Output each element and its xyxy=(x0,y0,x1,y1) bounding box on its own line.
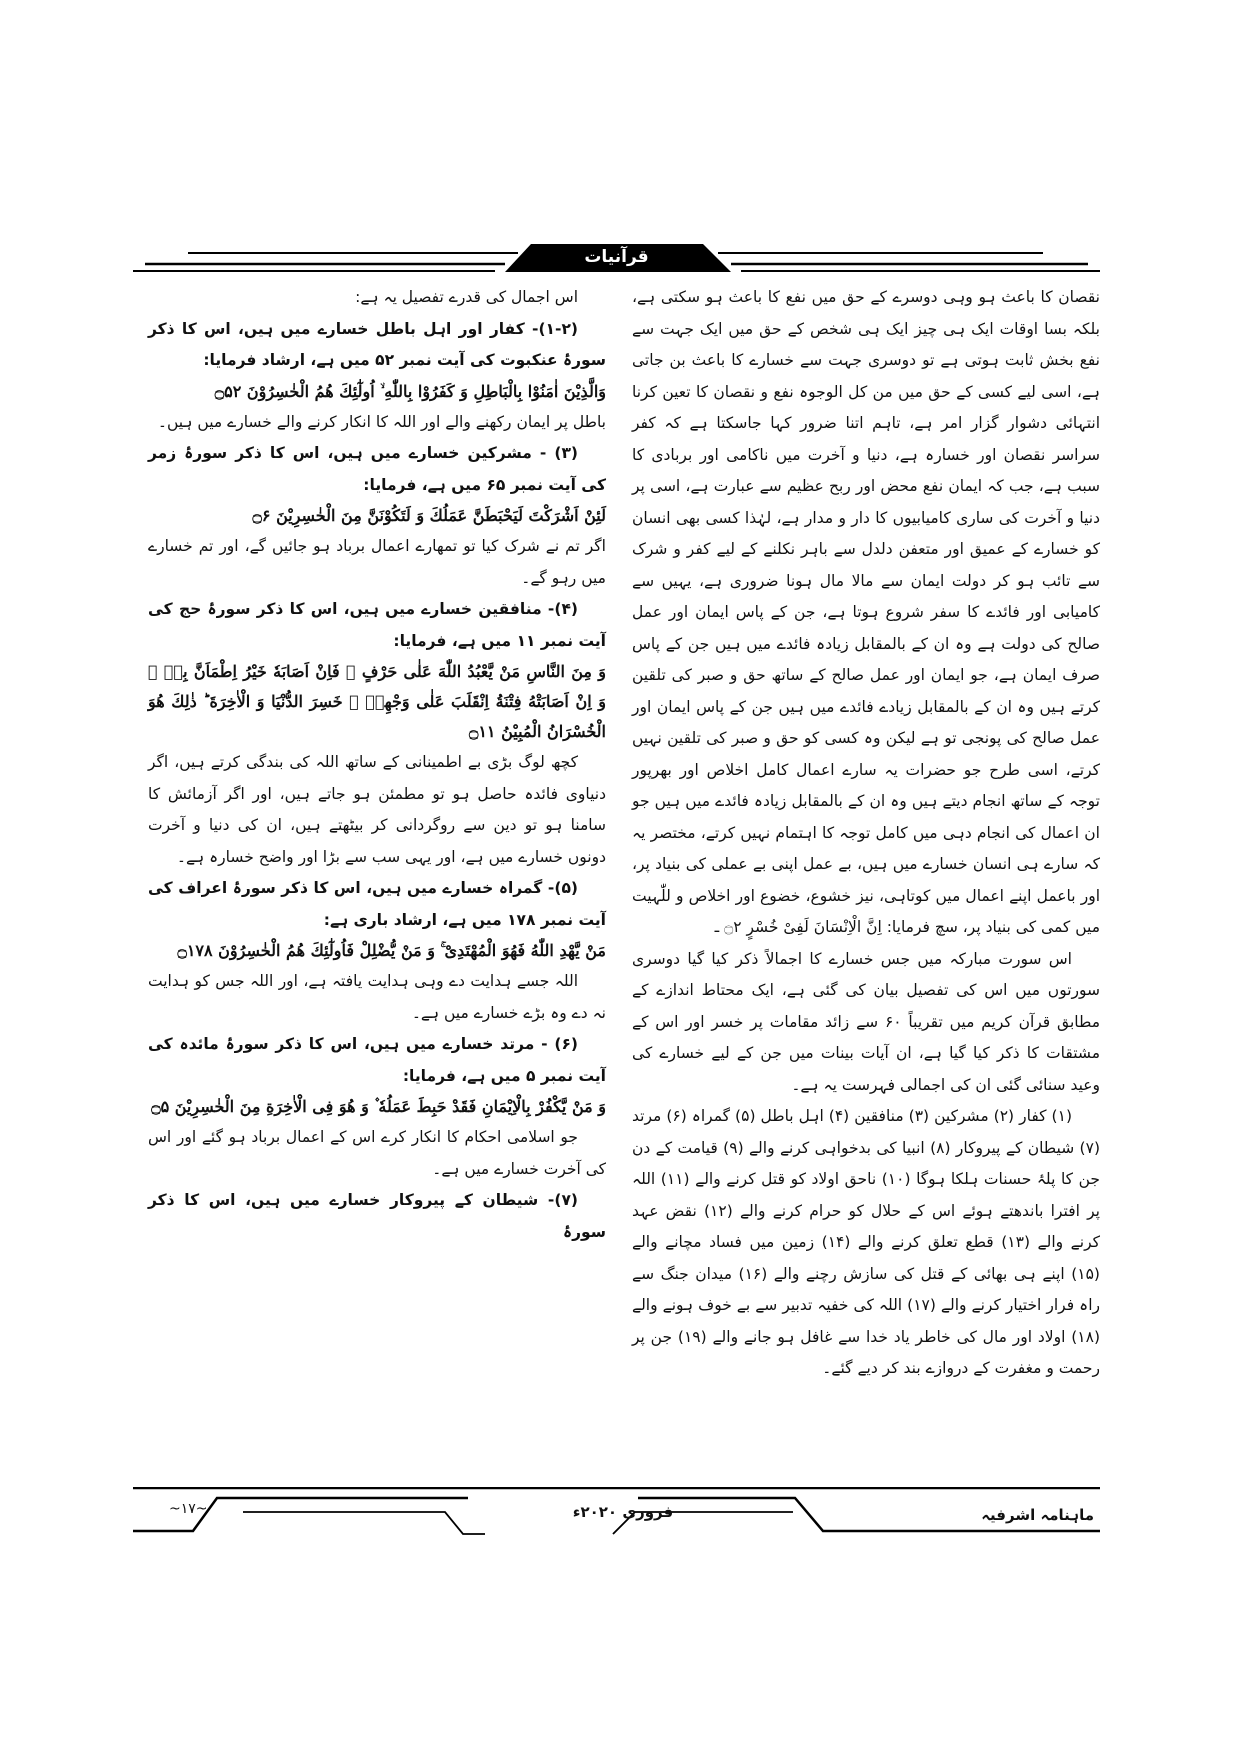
translation: کچھ لوگ بڑی بے اطمینانی کے ساتھ اللہ کی بندگی کرتے ہیں، اگر دنیاوی فائدہ حاصل ہو تو مطمئن ہو جاتے ہیں، اور اگر آزمائش کا سامنا ہو تو دین سے روگردانی کر بیٹھتے ہیں، ان کی دنیا و آخرت دونوں خسارے میں ہے، اور یہی سب سے بڑا اور واضح خسارہ ہے۔ xyxy=(148,753,606,866)
translation: اگر تم نے شرک کیا تو تمھارے اعمال برباد ہو جائیں گے، اور تم خسارے میں رہو گے۔ xyxy=(148,537,606,587)
paragraph: نقصان کا باعث ہو وہی دوسرے کے حق میں نفع کا باعث ہو سکتی ہے، بلکہ بسا اوقات ایک ہی چیز ایک ہی شخص کے حق میں ایک جہت سے نفع بخش ثابت ہوتی ہے تو دوسری جہت سے خسارے کا باعث بن جاتی ہے، اسی لیے کسی کے حق میں من کل الوجوہ نفع و نقصان کا تعین کرنا انتہائی دشوار گزار امر ہے، تاہم اتنا ضرور کہا جاسکتا ہے کہ کفر سراسر نقصان اور خسارہ ہے، دنیا و آخرت میں ناکامی اور بربادی کا سبب ہے، جب کہ ایمان نفع محض اور ربح عظیم سے عبارت ہے، اسی پر دنیا و آخرت کی ساری کامیابیوں کا دار و مدار ہے، لہٰذا کسی بھی انسان کو خسارے کے عمیق اور متعفن دلدل سے باہر نکلنے کے لیے کفر و شرک سے تائب ہو کر دولت ایمان سے مالا مال ہونا ضروری ہے، یہیں سے کامیابی اور فائدے کا سفر شروع ہوتا ہے، جن کے پاس ایمان اور عمل صالح کی دولت ہے وہ ان کے بالمقابل زیادہ فائدے میں ہیں جن کے پاس صرف ایمان ہے، جو ایمان اور عمل صالح کے ساتھ حق و صبر کی تلقین کرتے ہیں وہ ان کے بالمقابل زیادے فائدے میں ہیں جن کے پاس ایمان اور عمل صالح کی پونجی تو ہے لیکن وہ کسی کو حق و صبر کی تلقین نہیں کرتے، اسی طرح جو حضرات یہ سارے اعمال کامل اخلاص اور بھرپور توجہ کے ساتھ انجام دیتے ہیں وہ ان کے بالمقابل زیادہ فائدے میں ہیں جو ان اعمال کی انجام دہی میں کامل توجہ کا اہتمام نہیں کرتے، مختصر یہ کہ سارے ہی انسان خسارے میں ہیں، بے عمل اپنی بے عملی کی بنیاد پر، اور باعمل اپنے اعمال میں کوتاہی، نیز خشوع، خضوع اور اخلاص و للّٰہیت میں کمی کی بنیاد پر، سچ فرمایا: اِنَّ الْاِنْسَانَ لَفِیْ خُسْرٍ ۝۲ ـ xyxy=(632,288,1100,936)
page-number: ~۱۷~ xyxy=(169,1501,208,1517)
issue-date: فروری ۲۰۲۰ء xyxy=(572,1503,674,1521)
section-header xyxy=(133,244,1100,274)
quranic-verse: وَالَّذِیْنَ اٰمَنُوْا بِالْبَاطِلِ وَ كَفَرُوْا بِاللّٰهِ ۙ اُولٰٓئِكَ هُمُ الْخٰسِرُوْنَ ۝۵۲ xyxy=(214,381,606,401)
quranic-verse: مَنْ یَّهْدِ اللّٰهُ فَهُوَ الْمُهْتَدِیْ ۚ وَ مَنْ یُّضْلِلْ فَاُولٰٓئِكَ هُمُ الْخٰسِرُوْنَ ۝۱۷۸ xyxy=(177,941,606,960)
list-paragraph: (۱) کفار (۲) مشرکین (۳) منافقین (۴) اہل باطل (۵) گمراہ (۶) مرتد (۷) شیطان کے پیروکار (۸) انبیا کی بدخواہی کرنے والے (۹) قیامت کے دن جن کا پلۂ حسنات ہلکا ہوگا (۱۰) ناحق اولاد کو قتل کرنے والے (۱۱) اللہ پر افترا باندھتے ہوئے اس کے حلال کو حرام کرنے والے (۱۲) نقض عہد کرنے والے (۱۳) قطع تعلق کرنے والے (۱۴) زمین میں فساد مچانے والے (۱۵) اپنے ہی بھائی کے قتل کی سازش رچنے والے (۱۶) میدان جنگ سے راہ فرار اختیار کرنے والے (۱۷) اللہ کی خفیہ تدبیر سے بے خوف ہونے والے (۱۸) اولاد اور مال کی خاطر یاد خدا سے غافل ہو جانے والے (۱۹) جن پر رحمت و مغفرت کے دروازے بند کر دیے گئے۔ xyxy=(632,1107,1101,1377)
translation: باطل پر ایمان رکھنے والے اور اللہ کا انکار کرنے والے خسارے میں ہیں۔ xyxy=(157,412,606,431)
section-title: قرآنیات xyxy=(584,247,649,267)
subheading: (۳) - مشرکین خسارے میں ہیں، اس کا ذکر سورۂ زمر کی آیت نمبر ۶۵ میں ہے، فرمایا: xyxy=(148,444,606,494)
quranic-verse: وَ مِنَ النَّاسِ مَنْ یَّعْبُدُ اللّٰهَ عَلٰى حَرْفٍ ۚ فَاِنْ اَصَابَهٗ خَیْرُ اِطْمَاَنَّ بِهٖ ۚ وَ اِنْ اَصَابَتْهُ فِتْنَةُ اِنْقَلَبَ عَلٰى وَجْهِهٖ ۚ خَسِرَ الدُّنْیَا وَ الْاٰخِرَةَ ؕ ذٰلِكَ هُوَ الْخُسْرَانُ الْمُبِیْنُ ۝۱۱ xyxy=(148,662,606,741)
paragraph: اس سورت مبارکہ میں جس خسارے کا اجمالاً ذکر کیا گیا دوسری سورتوں میں اس کی تفصیل بیان کی گئی ہے، ایک محتاط اندازے کے مطابق قرآن کریم میں تقریباً ۶۰ سے زائد مقامات پر خسر اور اس کے مشتقات کا ذکر کیا گیا ہے، ان آیات بینات میں جن کے لیے خسارے کی وعید سنائی گئی ان کی اجمالی فہرست یہ ہے۔ xyxy=(632,949,1100,1094)
page-footer xyxy=(133,1487,1100,1537)
subheading: (۱-۲)- کفار اور اہل باطل خسارے میں ہیں، اس کا ذکر سورۂ عنکبوت کی آیت نمبر ۵۲ میں ہے، ارشاد فرمایا: xyxy=(148,319,606,369)
subheading: (۴)- منافقین خسارے میں ہیں، اس کا ذکر سورۂ حج کی آیت نمبر ۱۱ میں ہے، فرمایا: xyxy=(148,600,606,650)
subheading: (۷)- شیطان کے پیروکار خسارے میں ہیں، اس کا ذکر سورۂ xyxy=(148,1191,606,1241)
article-column-left xyxy=(148,282,606,1248)
translation: جو اسلامی احکام کا انکار کرے اس کے اعمال برباد ہو گئے اور اس کی آخرت خسارے میں ہے۔ xyxy=(148,1128,606,1178)
paragraph: اس اجمال کی قدرے تفصیل یہ ہے: xyxy=(355,288,578,306)
article-column-right xyxy=(632,282,1100,1385)
quranic-verse: لَئِنْ اَشْرَكْتَ لَیَحْبَطَنَّ عَمَلُكَ وَ لَتَكُوْنَنَّ مِنَ الْخٰسِرِیْنَ ۝۶ xyxy=(252,506,606,525)
magazine-name: ماہنامہ اشرفیہ xyxy=(981,1506,1094,1524)
translation: اللہ جسے ہدایت دے وہی ہدایت یافتہ ہے، اور اللہ جس کو ہدایت نہ دے وہ بڑے خسارے میں ہے۔ xyxy=(148,972,606,1022)
quranic-verse: وَ مَنْ یَّكْفُرْ بِالْاِیْمَانِ فَقَدْ حَبِطَ عَمَلُهٗ ۫ وَ هُوَ فِی الْاٰخِرَةِ مِنَ الْخٰسِرِیْنَ ۝۵ xyxy=(151,1097,606,1116)
subheading: (۶) - مرتد خسارے میں ہیں، اس کا ذکر سورۂ مائدہ کی آیت نمبر ۵ میں ہے، فرمایا: xyxy=(148,1035,606,1085)
subheading: (۵)- گمراہ خسارے میں ہیں، اس کا ذکر سورۂ اعراف کی آیت نمبر ۱۷۸ میں ہے، ارشاد باری ہے: xyxy=(148,879,606,929)
